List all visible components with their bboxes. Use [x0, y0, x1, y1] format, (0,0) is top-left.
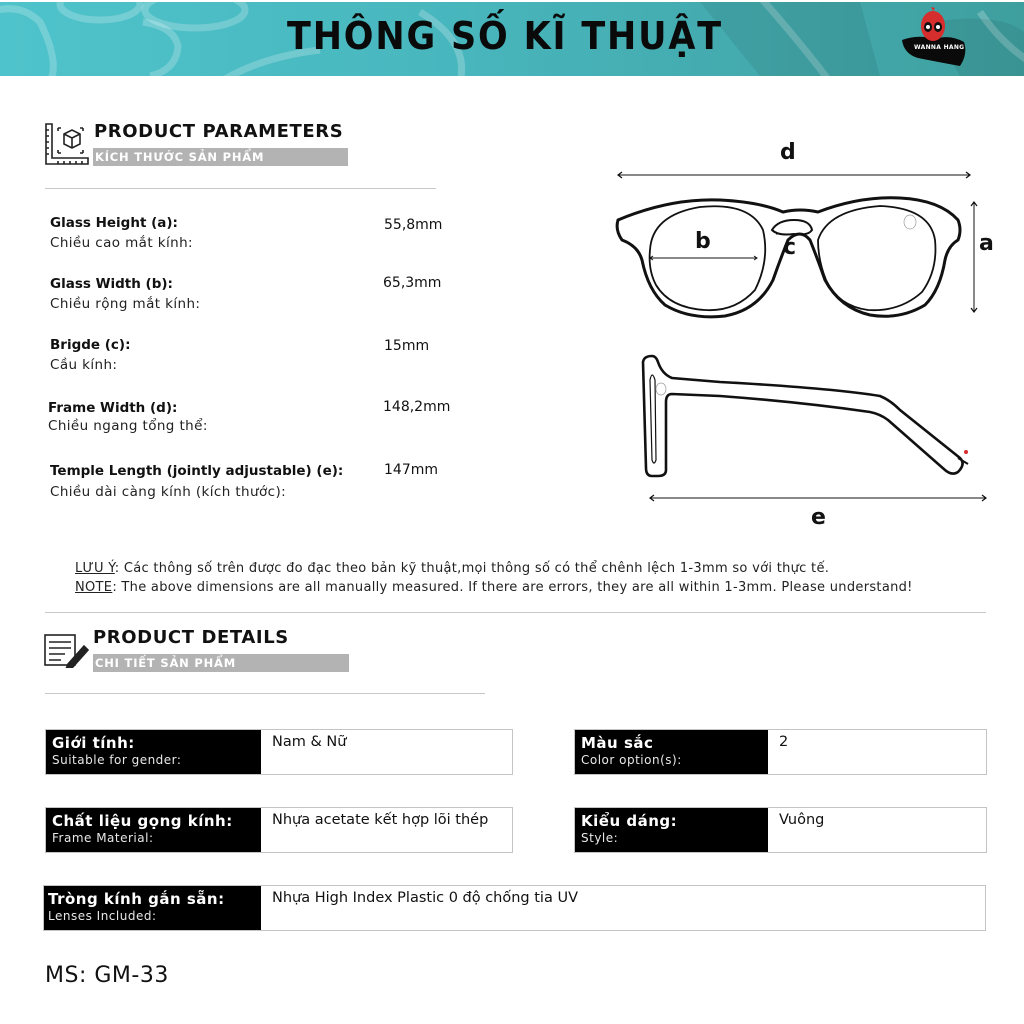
detail-key-en: Color option(s): [581, 753, 682, 767]
detail-key-vi: Kiểu dáng: [581, 812, 678, 830]
details-subtitle: CHI TIẾT SẢN PHẨM [93, 654, 349, 672]
detail-lenses [43, 885, 986, 931]
detail-key-vi: Màu sắc [581, 734, 654, 752]
detail-value: Nam & Nữ [272, 734, 347, 750]
dimension-label-a: a [979, 231, 994, 256]
note-vietnamese [75, 561, 829, 576]
parameters-title: PRODUCT PARAMETERS [94, 121, 344, 142]
note-en-text: : The above dimensions are all manually measured. If there are errors, they are all within 1-3mm. Please understand! [112, 580, 913, 595]
param-sublabel: Chiều dài càng kính (kích thước): [50, 484, 287, 500]
detail-value: Nhựa High Index Plastic 0 độ chống tia UV [272, 890, 578, 906]
note-english [75, 580, 913, 595]
ruler-cube-icon [44, 122, 90, 166]
param-label: Glass Height (a): [50, 215, 178, 231]
detail-value: 2 [779, 734, 789, 750]
logo-text: WANNA HANG [914, 44, 965, 51]
param-label: Temple Length (jointly adjustable) (e): [50, 463, 344, 479]
page-title: THÔNG SỐ KĨ THUẬT [287, 14, 723, 58]
section-divider [45, 612, 986, 613]
section-divider [45, 188, 436, 189]
param-sublabel: Chiều rộng mắt kính: [50, 296, 201, 312]
detail-style [574, 807, 987, 853]
detail-key-en: Style: [581, 831, 619, 845]
dimension-label-c: c [783, 235, 797, 260]
note-vi-text: : Các thông số trên được đo đạc theo bản kỹ thuật,mọi thông số có thể chênh lệch 1-3mm so với thực tế. [114, 561, 830, 576]
detail-key-vi: Tròng kính gắn sẵn: [48, 890, 225, 908]
header-banner [0, 2, 1024, 76]
dimension-label-d: d [780, 140, 796, 165]
note-en-label: NOTE [75, 580, 113, 595]
dimension-label-b: b [695, 229, 711, 254]
detail-key [575, 808, 768, 852]
detail-key-vi: Chất liệu gọng kính: [52, 812, 233, 830]
detail-key [46, 808, 261, 852]
param-label: Glass Width (b): [50, 276, 173, 292]
param-label: Brigde (c): [50, 337, 131, 353]
param-value: 15mm [384, 338, 430, 354]
param-value: 147mm [384, 462, 438, 478]
glasses-dimension-diagram [600, 130, 1024, 530]
detail-frame-material [45, 807, 513, 853]
document-pencil-icon [44, 632, 90, 668]
detail-gender [45, 729, 513, 775]
note-vi-label: LƯU Ý [75, 561, 115, 576]
detail-value: Nhựa acetate kết hợp lõi thép [272, 812, 489, 828]
detail-key [575, 730, 768, 774]
parameters-subtitle: KÍCH THƯỚC SẢN PHẨM [93, 148, 348, 166]
param-value: 148,2mm [383, 399, 451, 415]
detail-key-en: Lenses Included: [48, 909, 157, 923]
brand-logo [898, 6, 968, 74]
dimension-label-e: e [811, 505, 826, 530]
section-divider [45, 693, 485, 694]
detail-key [44, 886, 261, 930]
param-value: 65,3mm [383, 275, 442, 291]
detail-key-en: Frame Material: [52, 831, 154, 845]
detail-color [574, 729, 987, 775]
param-value: 55,8mm [384, 217, 443, 233]
detail-key [46, 730, 261, 774]
param-sublabel: Cầu kính: [50, 357, 118, 373]
param-sublabel: Chiều cao mắt kính: [50, 235, 193, 251]
param-sublabel: Chiều ngang tổng thể: [48, 418, 208, 434]
param-label: Frame Width (d): [48, 400, 178, 416]
detail-value: Vuông [779, 812, 825, 828]
detail-key-en: Suitable for gender: [52, 753, 182, 767]
product-code: MS: GM-33 [45, 963, 169, 988]
details-title: PRODUCT DETAILS [93, 627, 289, 648]
detail-key-vi: Giới tính: [52, 734, 135, 752]
